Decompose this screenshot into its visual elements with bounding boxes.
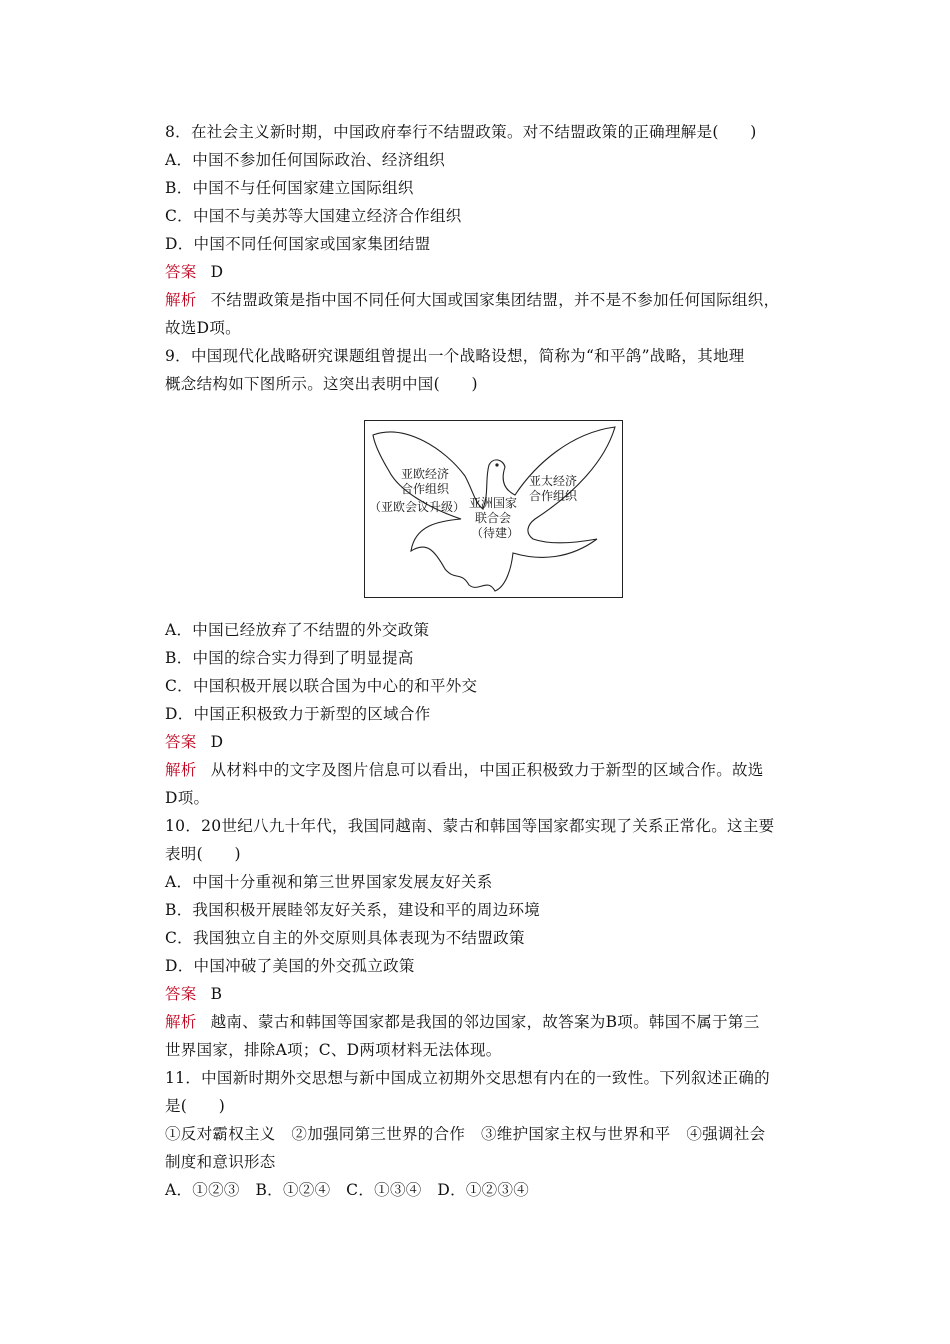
analysis-label: 解析	[165, 761, 197, 779]
right-wing-label-1: 亚太经济	[529, 474, 578, 488]
q10-option-b: B．我国积极开展睦邻友好关系，建设和平的周边环境	[165, 901, 541, 919]
q11-items-line-1: ①反对霸权主义 ②加强同第三世界的合作 ③维护国家主权与世界和平 ④强调社会	[165, 1125, 766, 1143]
analysis-text: 不结盟政策是指中国不同任何大国或国家集团结盟，并不是不参加任何国际组织，	[210, 291, 780, 309]
q8-analysis-line-1	[165, 290, 815, 310]
answer-label: 答案	[165, 733, 197, 751]
q11-stem-line-2: 是( )	[165, 1097, 226, 1115]
body-label-2: 联合会	[475, 511, 512, 525]
q8-option-b: B．中国不与任何国家建立国际组织	[165, 179, 414, 197]
answer-value: B	[210, 985, 223, 1003]
q11-items-line-2: 制度和意识形态	[165, 1153, 276, 1171]
q9-answer	[165, 732, 815, 752]
left-wing-label-1: 亚欧经济	[401, 467, 450, 481]
q8-stem: 8．在社会主义新时期，中国政府奉行不结盟政策。对不结盟政策的正确理解是( )	[165, 123, 757, 141]
q10-stem-line-2: 表明( )	[165, 845, 241, 863]
q11-options: A．①②③ B．①②④ C．①③④ D．①②③④	[165, 1181, 530, 1199]
q10-analysis-line-1	[165, 1012, 815, 1032]
answer-value: D	[210, 733, 224, 751]
q8-answer	[165, 262, 815, 282]
q10-analysis-line-2: 世界国家，排除A项；C、D两项材料无法体现。	[165, 1041, 502, 1059]
q8-option-c: C．中国不与美苏等大国建立经济合作组织	[165, 207, 462, 225]
body-label-3: （待建）	[471, 526, 520, 540]
q8-option-d: D．中国不同任何国家或国家集团结盟	[165, 235, 431, 253]
q9-option-b: B．中国的综合实力得到了明显提高	[165, 649, 414, 667]
q9-stem-line-1: 9．中国现代化战略研究课题组曾提出一个战略设想，简称为“和平鸽”战略，其地理	[165, 347, 745, 365]
analysis-text: 越南、蒙古和韩国等国家都是我国的邻边国家，故答案为B项。韩国不属于第三	[210, 1013, 760, 1031]
peace-dove-figure	[364, 420, 623, 598]
q10-option-c: C．我国独立自主的外交原则具体表现为不结盟政策	[165, 929, 525, 947]
left-wing-label-2: 合作组织	[401, 482, 450, 496]
q10-stem-line-1: 10．20世纪八九十年代，我国同越南、蒙古和韩国等国家都实现了关系正常化。这主要	[165, 817, 775, 835]
q8-option-a: A．中国不参加任何国际政治、经济组织	[165, 151, 446, 169]
q9-option-c: C．中国积极开展以联合国为中心的和平外交	[165, 677, 478, 695]
q10-option-d: D．中国冲破了美国的外交孤立政策	[165, 957, 415, 975]
answer-label: 答案	[165, 263, 197, 281]
analysis-label: 解析	[165, 291, 197, 309]
q8-analysis-line-2: 故选D项。	[165, 319, 241, 337]
right-wing-label-2: 合作组织	[529, 489, 578, 503]
q9-analysis-line-2: D项。	[165, 789, 210, 807]
q9-stem-line-2: 概念结构如下图所示。这突出表明中国( )	[165, 375, 478, 393]
answer-label: 答案	[165, 985, 197, 1003]
analysis-text: 从材料中的文字及图片信息可以看出，中国正积极致力于新型的区域合作。故选	[210, 761, 764, 779]
q10-option-a: A．中国十分重视和第三世界国家发展友好关系	[165, 873, 493, 891]
q10-answer	[165, 984, 815, 1004]
left-wing-label-3: （亚欧会议升级）	[369, 500, 466, 514]
dove-eye	[495, 463, 498, 466]
answer-value: D	[210, 263, 224, 281]
analysis-label: 解析	[165, 1013, 197, 1031]
body-label-1: 亚洲国家	[469, 496, 518, 510]
q9-option-a: A．中国已经放弃了不结盟的外交政策	[165, 621, 430, 639]
q11-stem-line-1: 11．中国新时期外交思想与新中国成立初期外交思想有内在的一致性。下列叙述正确的	[165, 1069, 770, 1087]
q9-analysis-line-1	[165, 760, 815, 780]
q9-option-d: D．中国正积极致力于新型的区域合作	[165, 705, 431, 723]
